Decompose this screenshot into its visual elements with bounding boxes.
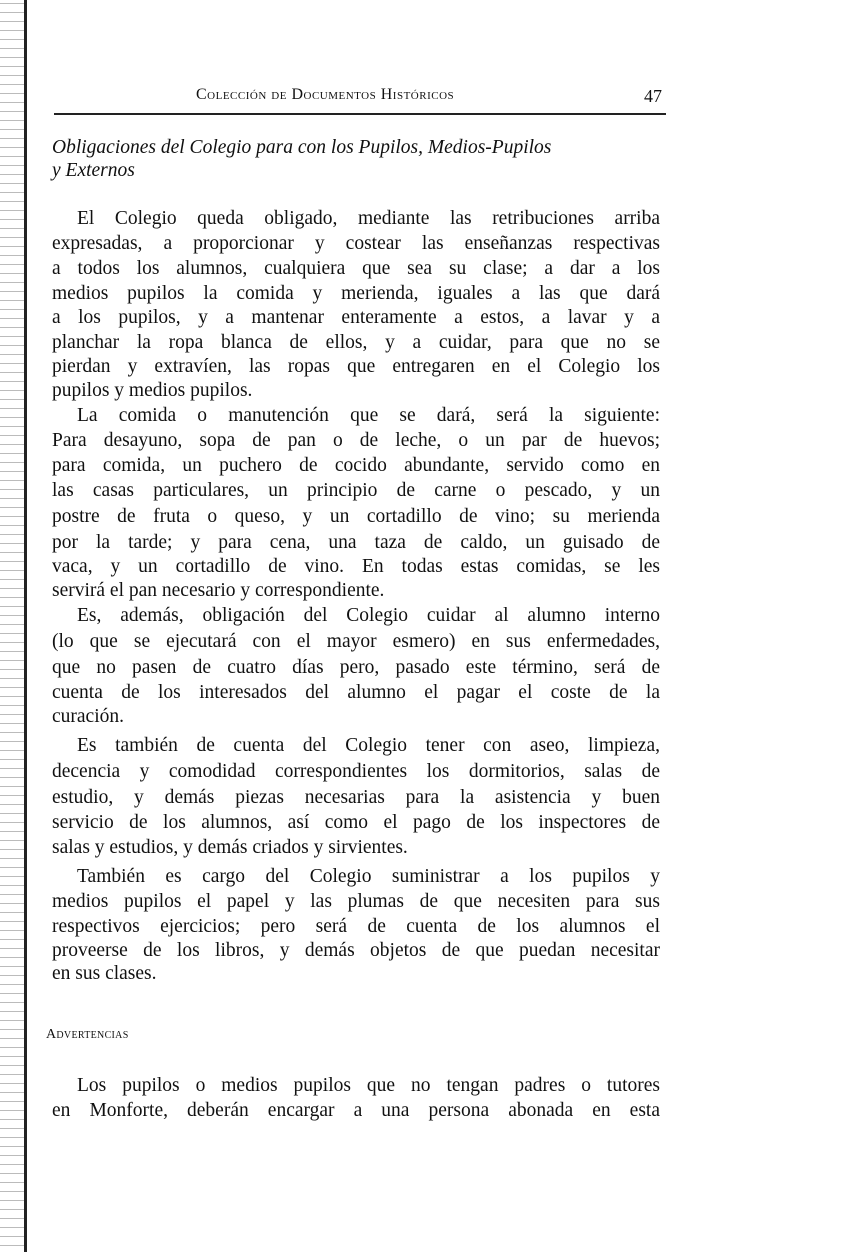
running-title: Colección de Documentos Históricos [196,86,455,103]
scan-binding-line [24,0,27,1252]
paragraph-2-line: vaca, y un cortadillo de vino. En todas estas comidas, se les [52,556,660,577]
paragraph-1-line: planchar la ropa blanca de ellos, y a cuidar, para que no se [52,332,660,353]
advertencias-heading: Advertencias [46,1027,129,1042]
paragraph-5-line: También es cargo del Colegio suministrar a los pupilos y [77,866,660,887]
page-number: 47 [644,86,662,106]
paragraph-1-line: a los pupilos, y a mantenar enteramente a estos, a lavar y a [52,307,660,328]
advertencias-line: en Monforte, deberán encargar a una persona abonada en esta [52,1100,660,1121]
paragraph-1-line: a todos los alumnos, cualquiera que sea su clase; a dar a los [52,258,660,279]
paragraph-3-line: (lo que se ejecutará con el mayor esmero) en sus enfermedades, [52,631,660,652]
paragraph-1-line: expresadas, a proporcionar y costear las enseñanzas respectivas [52,233,660,254]
paragraph-3-line: Es, además, obligación del Colegio cuidar al alumno interno [77,605,660,626]
paragraph-3-line: curación. [52,706,125,727]
paragraph-3-line: cuenta de los interesados del alumno el pagar el coste de la [52,682,660,703]
section-title-line-1: Obligaciones del Colegio para con los Pupilos, Medios-Pupilos [52,137,552,158]
paragraph-4-line: servicio de los alumnos, así como el pago de los inspectores de [52,812,660,833]
paragraph-5-line: en sus clases. [52,963,157,984]
paragraph-4-line: Es también de cuenta del Colegio tener con aseo, limpieza, [77,735,660,756]
paragraph-2-line: para comida, un puchero de cocido abundante, servido como en [52,455,660,476]
paragraph-4-line: salas y estudios, y demás criados y sirvientes. [52,837,408,858]
paragraph-5-line: respectivos ejercicios; pero será de cuenta de los alumnos el [52,916,660,937]
paragraph-3-line: que no pasen de cuatro días pero, pasado este término, será de [52,657,660,678]
paragraph-5-line: medios pupilos el papel y las plumas de que necesiten para sus [52,891,660,912]
paragraph-1-line: El Colegio queda obligado, mediante las retribuciones arriba [77,208,660,229]
advertencias-line: Los pupilos o medios pupilos que no tengan padres o tutores [77,1075,660,1096]
paragraph-2-line: servirá el pan necesario y correspondiente. [52,580,385,601]
paragraph-1-line: pupilos y medios pupilos. [52,380,253,401]
paragraph-2-line: La comida o manutención que se dará, será la siguiente: [77,405,660,426]
paragraph-5-line: proveerse de los libros, y demás objetos de que puedan necesitar [52,940,660,961]
header-rule [54,113,666,115]
scan-margin [0,0,26,1252]
paragraph-4-line: decencia y comodidad correspondientes los dormitorios, salas de [52,761,660,782]
paragraph-2-line: las casas particulares, un principio de carne o pescado, y un [52,480,660,501]
paragraph-2-line: postre de fruta o queso, y un cortadillo de vino; su merienda [52,506,660,527]
paragraph-4-line: estudio, y demás piezas necesarias para la asistencia y buen [52,787,660,808]
paragraph-2-line: Para desayuno, sopa de pan o de leche, o un par de huevos; [52,430,660,451]
paragraph-1-line: medios pupilos la comida y merienda, iguales a las que dará [52,283,660,304]
paragraph-2-line: por la tarde; y para cena, una taza de caldo, un guisado de [52,532,660,553]
section-title-line-2: y Externos [52,160,135,181]
paragraph-1-line: pierdan y extravíen, las ropas que entregaren en el Colegio los [52,356,660,377]
